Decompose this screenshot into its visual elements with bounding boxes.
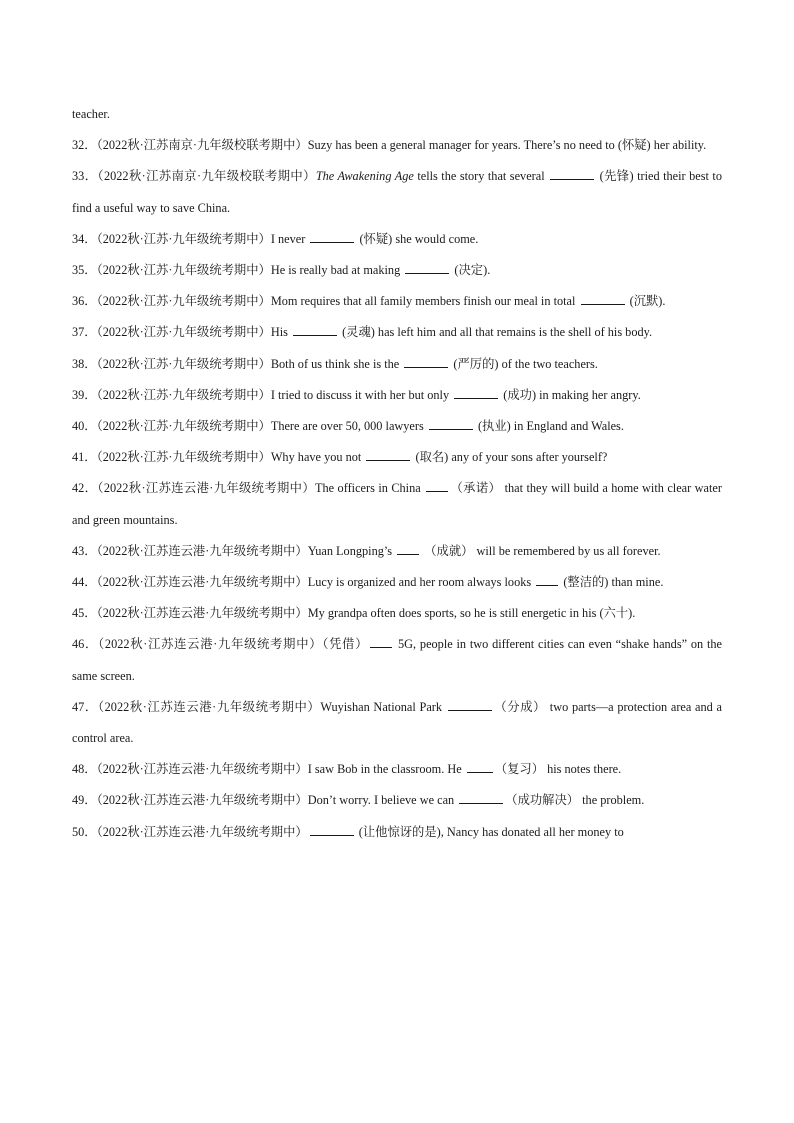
question-text: that they will build a home with clear water and green mountains. (72, 481, 722, 527)
question-hint: (先锋) (599, 169, 634, 184)
question-text: My grandpa often does sports, so he is still energetic in his (307, 606, 600, 621)
book-title: The Awakening Age (315, 169, 414, 184)
question-text: I saw Bob in the classroom. He (307, 762, 465, 777)
question-44 (72, 567, 722, 598)
question-text: His (270, 325, 291, 340)
answer-blank[interactable] (454, 386, 498, 399)
answer-blank[interactable] (370, 635, 392, 648)
answer-blank[interactable] (404, 355, 448, 368)
question-text: Lucy is organized and her room always looks (307, 575, 535, 590)
answer-blank[interactable] (310, 230, 354, 243)
question-number: 38． (72, 356, 97, 371)
answer-blank[interactable] (467, 760, 493, 773)
question-hint: (取名) (415, 450, 449, 465)
question-hint: (怀疑) (617, 138, 651, 153)
question-number: 42． (72, 481, 98, 496)
question-text: the problem. (579, 793, 645, 808)
question-source: （2022秋·江苏连云港·九年级统考期中） (96, 793, 308, 808)
question-46 (72, 629, 722, 691)
question-text: . (487, 263, 491, 278)
question-source: （2022秋·江苏南京·九年级校联考期中） (96, 138, 308, 153)
answer-blank[interactable] (397, 542, 419, 555)
question-text: 5G, people in two different cities can even “shake hands” on the same screen. (72, 637, 722, 683)
question-number: 46． (72, 637, 99, 652)
question-source: （2022秋·江苏·九年级统考期中） (96, 419, 271, 434)
question-hint: (沉默) (629, 294, 663, 309)
question-text: of the two teachers. (498, 356, 598, 371)
question-source: （2022秋·江苏连云港·九年级统考期中） (97, 699, 321, 714)
question-text: has left him and all that remains is the shell of his body. (374, 325, 653, 340)
question-text: . (632, 606, 636, 621)
question-source: （2022秋·江苏连云港·九年级统考期中） (96, 575, 308, 590)
question-source: （2022秋·江苏连云港·九年级统考期中） (96, 762, 308, 777)
question-source: （2022秋·江苏·九年级统考期中） (96, 450, 271, 465)
question-source: （2022秋·江苏连云港·九年级统考期中） (96, 824, 308, 839)
question-hint: (六十) (599, 606, 633, 621)
question-number: 33． (72, 169, 98, 184)
question-text: Wuyishan National Park (320, 699, 446, 714)
question-40 (72, 411, 722, 442)
question-hint: （分成） (493, 699, 547, 714)
question-number: 34． (72, 231, 97, 246)
question-text: The officers in China (315, 481, 425, 496)
question-48 (72, 754, 722, 785)
question-source: （2022秋·江苏·九年级统考期中） (96, 325, 271, 340)
question-text: in making her angry. (536, 387, 641, 402)
question-38 (72, 349, 722, 380)
question-source: （2022秋·江苏·九年级统考期中） (96, 387, 271, 402)
answer-blank[interactable] (459, 791, 503, 804)
question-text: There are over 50, 000 lawyers (270, 419, 427, 434)
question-source: （2022秋·江苏连云港·九年级统考期中） (97, 481, 315, 496)
question-text: than mine. (608, 575, 664, 590)
question-number: 49． (72, 793, 97, 808)
question-hint: （复习） (494, 762, 545, 777)
question-number: 40． (72, 419, 97, 434)
answer-blank[interactable] (310, 823, 354, 836)
question-source: （2022秋·江苏·九年级统考期中） (96, 231, 271, 246)
question-text: in England and Wales. (510, 419, 624, 434)
question-hint: (灵魂) (342, 325, 375, 340)
question-source: （2022秋·江苏连云港·九年级统考期中） (96, 606, 308, 621)
question-text: . (662, 294, 666, 309)
question-hint: (严厉的) (453, 356, 499, 371)
question-hint: (成功) (503, 387, 537, 402)
question-text: I never (270, 231, 309, 246)
question-text: He is really bad at making (270, 263, 404, 278)
question-number: 44． (72, 575, 97, 590)
question-43 (72, 536, 722, 567)
question-number: 37． (72, 325, 97, 340)
question-hint: （成就） (424, 543, 474, 558)
answer-blank[interactable] (550, 167, 594, 180)
question-source: （2022秋·江苏·九年级统考期中） (96, 356, 271, 371)
question-33 (72, 161, 722, 223)
question-47 (72, 692, 722, 754)
answer-blank[interactable] (536, 573, 558, 586)
question-hint: (整洁的) (563, 575, 609, 590)
question-41 (72, 442, 722, 473)
question-number: 32． (72, 138, 97, 153)
question-32 (72, 130, 722, 161)
answer-blank[interactable] (366, 448, 410, 461)
question-37 (72, 317, 722, 348)
question-number: 36． (72, 294, 97, 309)
question-45 (72, 598, 722, 629)
question-text: Yuan Longping’s (307, 543, 396, 558)
answer-blank[interactable] (293, 323, 337, 336)
question-50 (72, 817, 722, 848)
question-49 (72, 785, 722, 816)
question-35 (72, 255, 722, 286)
question-number: 50． (72, 824, 97, 839)
question-hint: (怀疑) (359, 231, 393, 246)
answer-blank[interactable] (429, 417, 473, 430)
question-34 (72, 224, 722, 255)
answer-blank[interactable] (405, 261, 449, 274)
question-hint: （凭借） (322, 637, 369, 652)
question-number: 45． (72, 606, 97, 621)
question-source: （2022秋·江苏·九年级统考期中） (96, 294, 271, 309)
question-text: Suzy has been a general manager for years. There’s no need to (307, 138, 618, 153)
question-source: （2022秋·江苏·九年级统考期中） (96, 263, 271, 278)
question-number: 39． (72, 387, 97, 402)
lead-text: teacher. (72, 107, 110, 121)
exercise-list (72, 99, 722, 848)
question-42 (72, 473, 722, 535)
question-text: I tried to discuss it with her but only (270, 387, 453, 402)
answer-blank[interactable] (448, 698, 492, 711)
question-39 (72, 380, 722, 411)
question-hint: (执业) (477, 419, 511, 434)
question-number: 41． (72, 450, 97, 465)
question-text: (让他惊讶的是), Nancy has donated all her money to (355, 824, 624, 839)
question-text: any of your sons after yourself? (448, 450, 608, 465)
question-36 (72, 286, 722, 317)
question-text: she would come. (392, 231, 479, 246)
question-hint: （成功解决） (505, 793, 580, 808)
question-text: tried their best to find a useful way to save China. (72, 169, 722, 215)
question-text: his notes there. (544, 762, 622, 777)
question-hint: (决定) (454, 263, 488, 278)
question-text: two parts—a protection area and a control area. (72, 699, 722, 746)
question-number: 43． (72, 543, 97, 558)
question-text: Both of us think she is the (270, 356, 403, 371)
question-number: 35． (72, 263, 97, 278)
question-hint: （承诺） (450, 481, 502, 496)
answer-blank[interactable] (426, 479, 448, 492)
question-source: （2022秋·江苏连云港·九年级统考期中） (96, 543, 308, 558)
question-text: Why have you not (270, 450, 365, 465)
question-text: Don’t worry. I believe we can (307, 793, 458, 808)
question-text: Mom requires that all family members finish our meal in total (270, 294, 579, 309)
question-number: 48． (72, 762, 97, 777)
question-text: will be remembered by us all forever. (473, 543, 661, 558)
answer-blank[interactable] (581, 292, 625, 305)
question-source: （2022秋·江苏南京·九年级校联考期中） (97, 169, 316, 184)
question-source: （2022秋·江苏连云港·九年级统考期中） (98, 637, 323, 652)
question-number: 47． (72, 699, 98, 714)
question-text: her ability. (650, 138, 707, 153)
question-text: tells the story that several (413, 169, 549, 184)
